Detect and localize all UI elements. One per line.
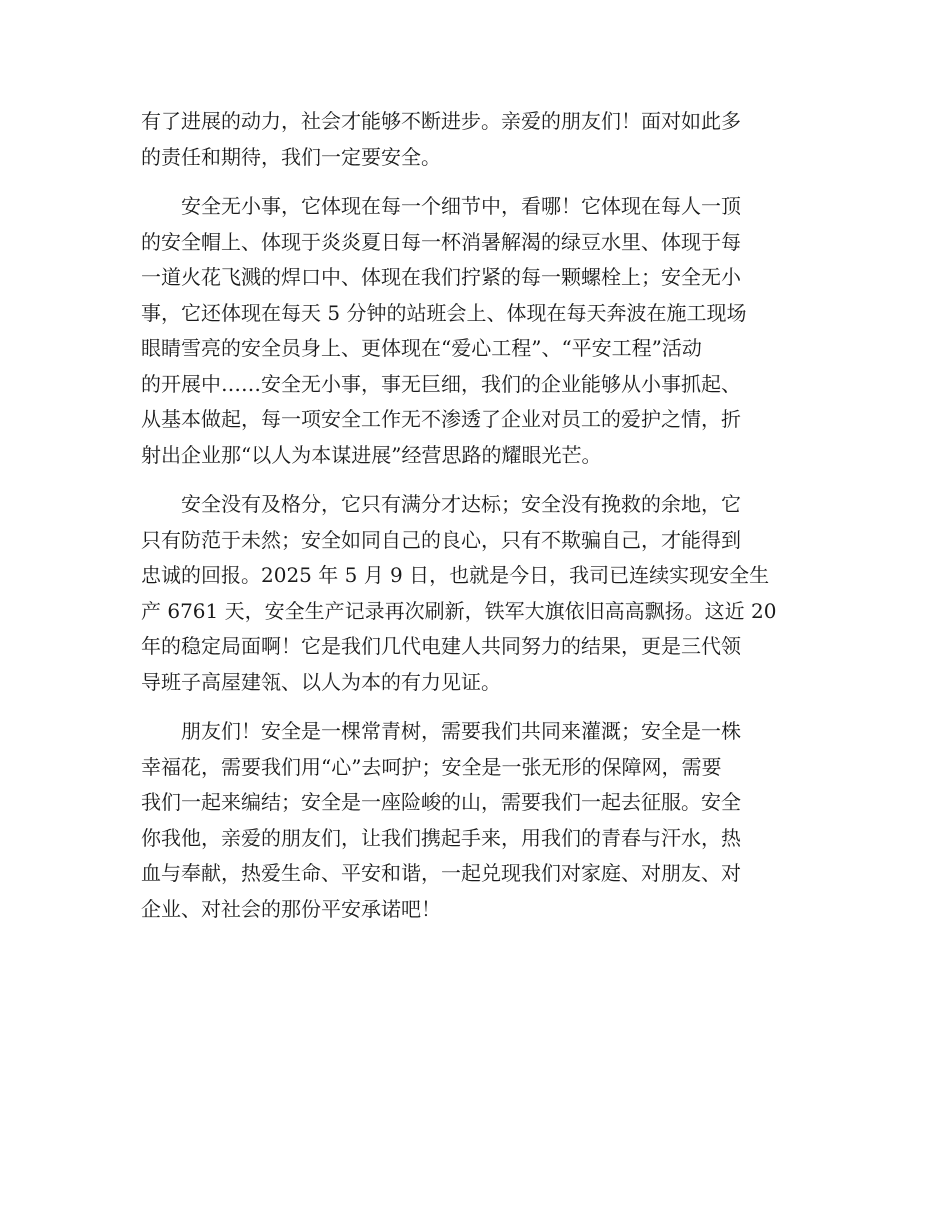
paragraph-1: [141, 104, 809, 175]
text-line: 事，它还体现在每天 5 分钟的站班会上、体现在每天奔波在施工现场: [141, 300, 747, 325]
text-line: 安全没有及格分，它只有满分才达标；安全没有挽救的余地，它: [141, 492, 741, 516]
text-line: 射出企业那“以人为本谋进展”经营思路的耀眼光芒。: [141, 442, 602, 467]
paragraph-4: [141, 714, 809, 927]
text-line: 的责任和期待，我们一定要安全。: [141, 144, 441, 169]
text-line: 从基本做起，每一项安全工作无不渗透了企业对员工的爱护之情，折: [141, 407, 741, 431]
text-line: 朋友们！安全是一棵常青树，需要我们共同来灌溉；安全是一株: [141, 719, 741, 743]
text-line: 忠诚的回报。2025 年 5 月 9 日，也就是今日，我司已连续实现安全生: [141, 563, 770, 587]
text-line: 血与奉献，热爱生命、平安和谐，一起兑现我们对家庭、对朋友、对: [141, 861, 741, 885]
paragraph-2: [141, 189, 809, 473]
text-line: 安全无小事，它体现在每一个细节中，看哪！它体现在每人一顶: [141, 194, 741, 218]
text-line: 你我他，亲爱的朋友们，让我们携起手来，用我们的青春与汗水，热: [141, 825, 741, 850]
text-line: 年的稳定局面啊！它是我们几代电建人共同努力的结果，更是三代领: [141, 634, 741, 658]
text-line: 有了进展的动力，社会才能够不断进步。亲爱的朋友们！面对如此多: [141, 109, 741, 133]
text-line: 一道火花飞溅的焊口中、体现在我们拧紧的每一颗螺栓上；安全无小: [141, 265, 741, 289]
text-line: 导班子高屋建瓴、以人为本的有力见证。: [141, 669, 501, 694]
text-line: 产 6761 天，安全生产记录再次刷新，铁军大旗依旧高高飘扬。这近 20: [141, 598, 777, 623]
text-line: 的安全帽上、体现于炎炎夏日每一杯消暑解渴的绿豆水里、体现于每: [141, 229, 741, 254]
document-body: [141, 104, 809, 941]
text-line: 企业、对社会的那份平安承诺吧！: [141, 896, 441, 921]
paragraph-3: [141, 487, 809, 700]
text-line: 眼睛雪亮的安全员身上、更体现在“爱心工程”、“平安工程”活动: [141, 336, 702, 360]
text-line: 只有防范于未然；安全如同自己的良心，只有不欺骗自己，才能得到: [141, 527, 741, 552]
text-line: 幸福花，需要我们用“心”去呵护；安全是一张无形的保障网，需要: [141, 754, 722, 779]
text-line: 的开展中……安全无小事，事无巨细，我们的企业能够从小事抓起、: [141, 371, 741, 396]
text-line: 我们一起来编结；安全是一座险峻的山，需要我们一起去征服。安全: [141, 790, 741, 814]
